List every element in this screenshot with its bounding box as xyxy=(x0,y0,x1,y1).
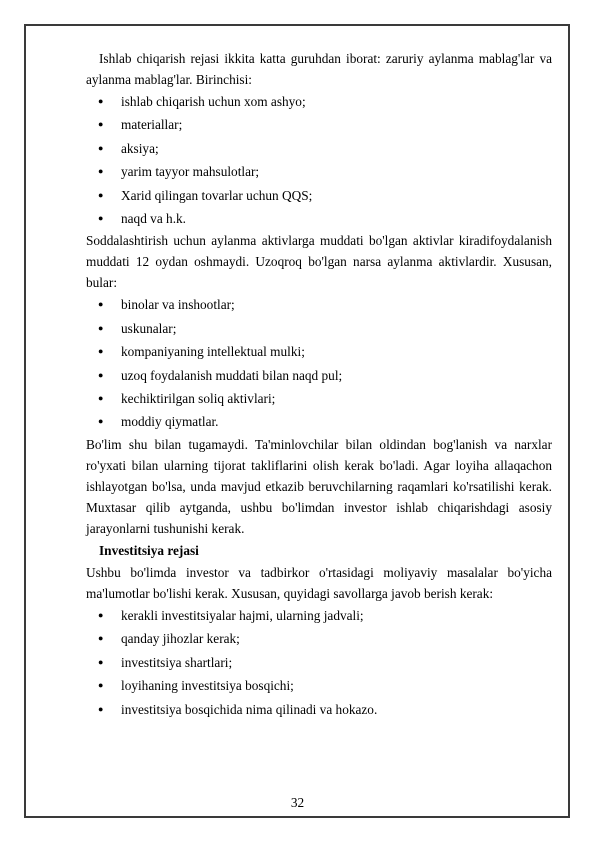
paragraph-suppliers: Bo'lim shu bilan tugamaydi. Ta'minlovchilar bilan oldindan bog'lanish va narxlar ro'yxati bilan ularning tijorat takliflarini olish kerak bo'ladi. Agar loyiha allaqachon ishlayotgan bo'lsa, unda mavjud etkazib beruvchilarning raqamlari ko'rsatilishi kerak. Muxtasar qilib aytganda, ushbu bo'limdan investor ishlab chiqarishdagi asosiy jarayonlarni tushunishi kerak. xyxy=(86,436,552,536)
bullet-icon: ● xyxy=(98,322,104,333)
bullet-icon: ● xyxy=(98,142,104,153)
list-item: ● uzoq foydalanish muddati bilan naqd pul; xyxy=(86,364,552,387)
list-item: ● Xarid qilingan tovarlar uchun QQS; xyxy=(86,184,552,207)
list-item: ● loyihaning investitsiya bosqichi; xyxy=(86,674,552,697)
bullet-icon: ● xyxy=(98,189,104,200)
bullet-icon: ● xyxy=(98,299,104,310)
bullet-icon: ● xyxy=(98,96,104,106)
list-item: ● aksiya; xyxy=(86,137,552,160)
paragraph-investment: Ushbu bo'limda investor va tadbirkor o'rtasidagi moliyaviy masalalar bo'yicha ma'lumotlar bo'lishi kerak. Xususan, quyidagi savollarga javob berish kerak: xyxy=(86,564,552,601)
bullet-icon: ● xyxy=(98,346,104,357)
list-item: ● investitsiya shartlari; xyxy=(86,651,552,674)
list-item: ● kompaniyaning intellektual mulki; xyxy=(86,340,552,363)
bullet-icon: ● xyxy=(98,680,104,691)
bullet-icon: ● xyxy=(98,656,104,667)
section-heading: Investitsiya rejasi xyxy=(99,542,199,558)
list-item: ● yarim tayyor mahsulotlar; xyxy=(86,160,552,183)
document-body xyxy=(86,48,552,721)
list-item: ● uskunalar; xyxy=(86,317,552,340)
list-item: ● naqd va h.k. xyxy=(86,207,552,230)
list-item: ● qanday jihozlar kerak; xyxy=(86,627,552,650)
bullet-icon: ● xyxy=(98,609,104,620)
list-item: ● materiallar; xyxy=(86,113,552,136)
bullet-icon: ● xyxy=(98,213,104,224)
list-item: ● kerakli investitsiyalar hajmi, ularning jadvali; xyxy=(86,604,552,627)
list-fixed-assets xyxy=(86,293,552,433)
paragraph-intro: Ishlab chiqarish rejasi ikkita katta guruhdan iborat: zaruriy aylanma mablag'lar va aylanma mablag'lar. Birinchisi: xyxy=(86,51,552,87)
bullet-icon: ● xyxy=(98,393,104,404)
bullet-icon: ● xyxy=(98,416,104,427)
bullet-icon: ● xyxy=(98,703,104,714)
bullet-icon: ● xyxy=(98,369,104,380)
paragraph-assets: Soddalashtirish uchun aylanma aktivlarga muddati bo'lgan aktivlar kiradifoydalanish muddati 12 oydan oshmaydi. Uzoqroq bo'lgan narsa aylanma aktivlardir. Xususan, bular: xyxy=(86,233,552,291)
page-number: 32 xyxy=(290,795,305,810)
list-item: ● ishlab chiqarish uchun xom ashyo; xyxy=(86,90,552,113)
list-working-capital xyxy=(86,90,552,230)
bullet-icon: ● xyxy=(98,119,104,130)
list-item: ● kechiktirilgan soliq aktivlari; xyxy=(86,387,552,410)
list-investment-questions xyxy=(86,604,552,721)
bullet-icon: ● xyxy=(98,633,104,644)
list-item: ● investitsiya bosqichida nima qilinadi va hokazo. xyxy=(86,698,552,721)
bullet-icon: ● xyxy=(98,166,104,177)
list-item: ● moddiy qiymatlar. xyxy=(86,410,552,433)
list-item: ● binolar va inshootlar; xyxy=(86,293,552,316)
